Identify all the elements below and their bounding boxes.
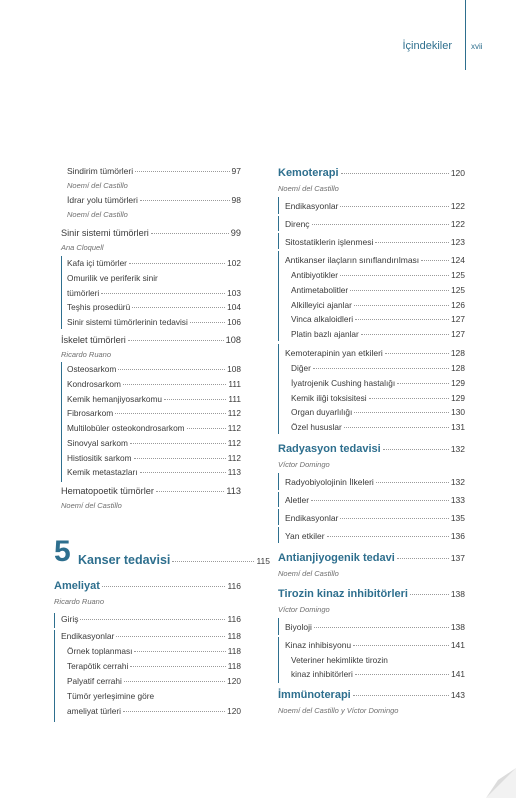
section-bar [278, 473, 279, 490]
toc-entry[interactable]: Teşhis prosedürü 104 [67, 302, 241, 312]
toc-entry[interactable]: Direnç 122 [285, 219, 465, 229]
toc-entry[interactable]: Fibrosarkom 112 [67, 408, 241, 418]
section-bar [278, 251, 279, 341]
toc-entry[interactable]: tümörleri 103 [67, 288, 241, 298]
toc-entry[interactable]: Kemik hemanjiyosarkomu 111 [67, 394, 241, 404]
chapter-title[interactable]: Kanser tedavisi 115 [78, 553, 270, 567]
toc-entry[interactable]: Antibiyotikler 125 [291, 270, 465, 280]
toc-entry-text: Veteriner hekimlikte tirozin [291, 655, 388, 665]
section-bar [278, 197, 279, 214]
toc-entry[interactable]: Antikanser ilaçların sınıflandırılması 124 [285, 255, 465, 265]
author: Noemí del Castillo [278, 184, 339, 193]
toc-entry[interactable]: Antimetabolitler 125 [291, 285, 465, 295]
toc-entry[interactable]: Biyoloji 138 [285, 622, 465, 632]
toc-entry[interactable]: Sitostatiklerin işlenmesi 123 [285, 237, 465, 247]
toc-main-section[interactable]: Kemoterapi 120 [278, 167, 465, 179]
section-bar [278, 509, 279, 525]
section-bar [278, 344, 279, 434]
section-bar [54, 630, 55, 722]
author: Víctor Domingo [278, 460, 330, 469]
author: Noemí del Castillo [67, 181, 128, 190]
toc-entry-text: Tümör yerleşimine göre [67, 691, 155, 701]
toc-entry[interactable]: Özel hususlar 131 [291, 422, 465, 432]
toc-entry[interactable]: Palyatif cerrahi 120 [67, 676, 241, 686]
toc-entry[interactable]: Platin bazlı ajanlar 127 [291, 329, 465, 339]
section-bar [278, 216, 279, 231]
section-bar [61, 362, 62, 482]
toc-entry[interactable]: Alkilleyici ajanlar 126 [291, 300, 465, 310]
toc-entry[interactable]: İyatrojenik Cushing hastalığı 129 [291, 378, 465, 388]
toc-entry[interactable]: Endikasyonlar 122 [285, 201, 465, 211]
toc-entry[interactable]: Vinca alkaloidleri 127 [291, 314, 465, 324]
toc-entry[interactable]: Endikasyonlar 135 [285, 513, 465, 523]
toc-entry[interactable]: Sinovyal sarkom 112 [67, 438, 241, 448]
section-bar [278, 637, 279, 683]
toc-entry[interactable]: Kondrosarkom 111 [67, 379, 241, 389]
toc-entry[interactable]: Kemik iliği toksisitesi 129 [291, 393, 465, 403]
toc-main-section[interactable]: Ameliyat 116 [54, 580, 241, 592]
toc-main-section[interactable]: İmmünoterapi 143 [278, 689, 465, 701]
author: Noemí del Castillo [67, 210, 128, 219]
header-page-number: xvii [471, 42, 483, 51]
author: Noemí del Castillo [278, 569, 339, 578]
section-bar [278, 527, 279, 543]
toc-entry[interactable]: Aletler 133 [285, 495, 465, 505]
toc-entry[interactable]: Diğer 128 [291, 363, 465, 373]
author: Ricardo Ruano [54, 597, 105, 606]
section-bar [61, 256, 62, 329]
toc-entry[interactable]: kinaz inhibitörleri 141 [291, 669, 465, 679]
section-bar [54, 613, 55, 628]
toc-entry[interactable]: Multilobüler osteokondrosarkom 112 [67, 423, 241, 433]
toc-entry[interactable]: Sindirim tümörleri 97 [67, 166, 241, 176]
toc-entry[interactable]: Kemoterapinin yan etkileri 128 [285, 348, 465, 358]
author: Víctor Domingo [278, 605, 330, 614]
toc-entry[interactable]: Yan etkiler 136 [285, 531, 465, 541]
toc-entry[interactable]: Giriş 116 [61, 614, 241, 624]
toc-main-section[interactable]: Radyasyon tedavisi 132 [278, 443, 465, 455]
header-title: İçindekiler [402, 40, 452, 52]
toc-entry[interactable]: Kafa içi tümörler 102 [67, 258, 241, 268]
toc-entry[interactable]: Osteosarkom 108 [67, 364, 241, 374]
toc-entry[interactable]: İdrar yolu tümörleri 98 [67, 195, 241, 205]
author: Ricardo Ruano [61, 350, 112, 359]
header-rule [465, 0, 466, 70]
toc-entry[interactable]: Terapötik cerrahi 118 [67, 661, 241, 671]
toc-section[interactable]: Hematopoetik tümörler 113 [61, 486, 241, 496]
toc-section[interactable]: Sinir sistemi tümörleri 99 [61, 228, 241, 238]
toc-section[interactable]: İskelet tümörleri 108 [61, 335, 241, 345]
toc-entry[interactable]: Histiositik sarkom 112 [67, 453, 241, 463]
toc-entry-text: Omurilik ve periferik sinir [67, 273, 158, 283]
toc-entry[interactable]: Sinir sistemi tümörlerinin tedavisi 106 [67, 317, 241, 327]
section-bar [278, 618, 279, 635]
section-bar [278, 233, 279, 249]
toc-entry[interactable]: Kinaz inhibisyonu 141 [285, 640, 465, 650]
toc-entry[interactable]: Kemik metastazları 113 [67, 467, 241, 477]
author: Noemí del Castillo [61, 501, 122, 510]
page-curl-corner [476, 758, 516, 798]
toc-entry[interactable]: ameliyat türleri 120 [67, 706, 241, 716]
toc-entry[interactable]: Endikasyonlar 118 [61, 631, 241, 641]
toc-entry[interactable]: Örnek toplanması 118 [67, 646, 241, 656]
toc-entry[interactable]: Radyobiyolojinin İlkeleri 132 [285, 477, 465, 487]
chapter-number: 5 [54, 535, 71, 568]
author: Ana Cloquell [61, 243, 104, 252]
toc-main-section[interactable]: Antianjiyogenik tedavi 137 [278, 552, 465, 564]
section-bar [278, 492, 279, 507]
toc-main-section[interactable]: Tirozin kinaz inhibitörleri 138 [278, 588, 465, 600]
author: Noemí del Castillo y Víctor Domingo [278, 706, 399, 715]
running-header [380, 40, 510, 56]
toc-entry[interactable]: Organ duyarlılığı 130 [291, 407, 465, 417]
